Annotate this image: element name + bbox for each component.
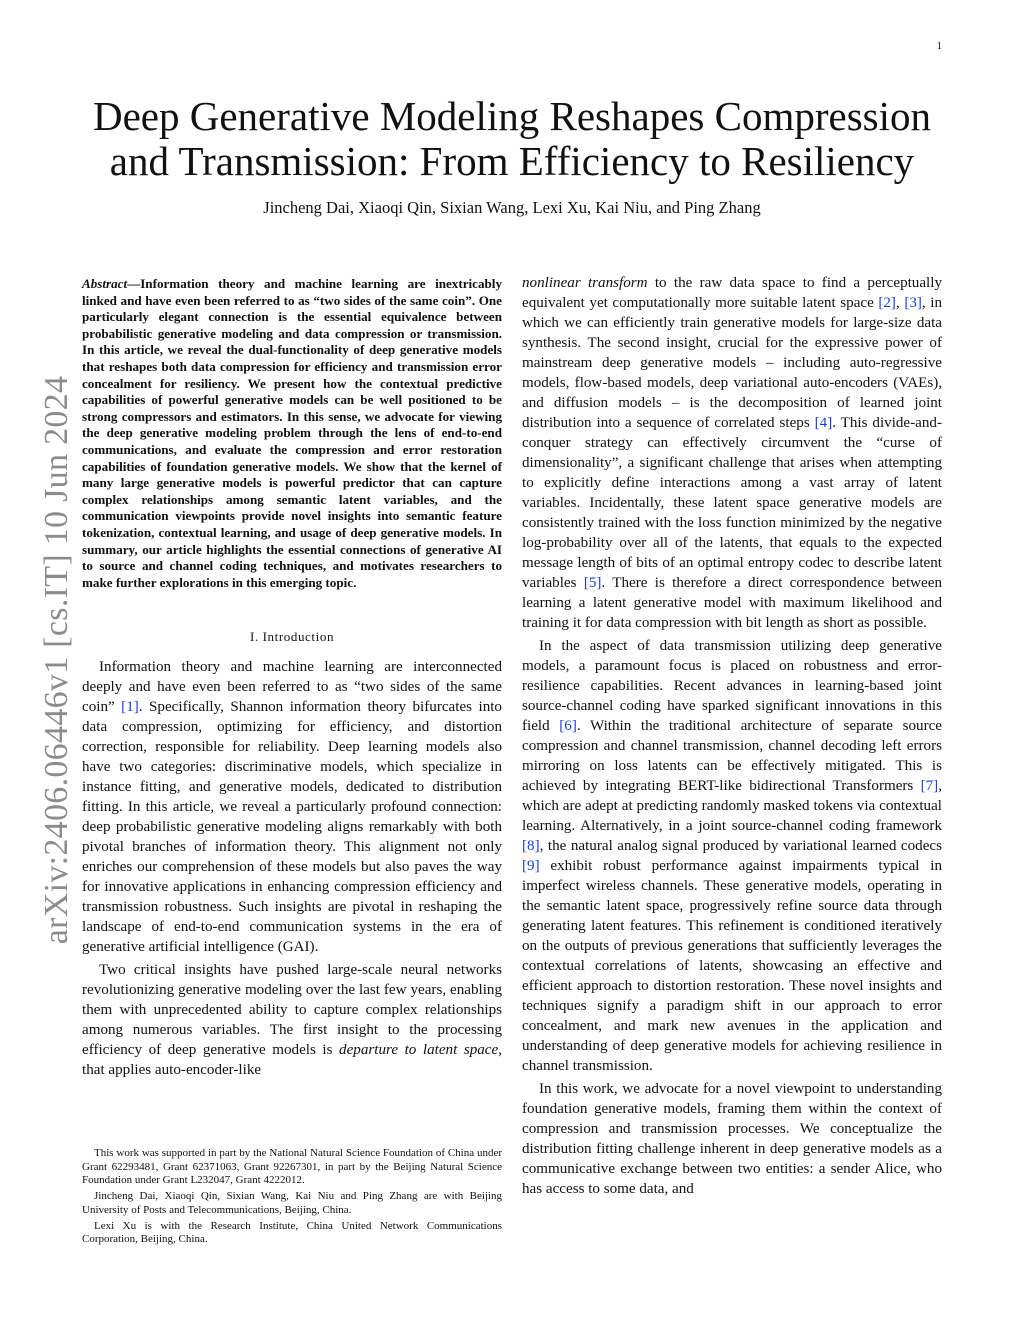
affiliation-footnote: Lexi Xu is with the Research Institute, China United Network Communications Corporation, Beijing, China. [82,1219,502,1246]
emphasis-text: nonlinear transform [522,275,648,291]
title-line-2: and Transmission: From Efficiency to Resiliency [109,138,915,184]
paragraph-text: , in which we can efficiently train generative models for large-size data synthesis. The second insight, crucial for the expressive power of mainstream deep generative models – including auto-regressive models, flow-based models, deep variational auto-encoders (VAEs), and diffusion models – is the decomposition of learned joint distribution into a sequence of correlated steps [522,295,943,431]
citation-link[interactable]: [5] [583,575,602,591]
paragraph-text: In the aspect of data transmission utilizing deep generative models, a paramount focus is placed on robustness and error-resilience capabilities. Recent advances in learning-based joint source-channel coding have sparked significant innovations in this field [522,638,942,734]
abstract-label: Abstract [82,276,128,291]
citation-link[interactable]: [9] [522,858,540,874]
citation-link[interactable]: [8] [522,838,540,854]
paragraph-text: . Specifically, Shannon information theory bifurcates into data compression, optimizing for efficiency, and distortion correction, responsible for reliability. Deep learning models also have two categories: discriminative models, which specialize in instance fitting, and generative models, dedicated to distribution fitting. In this article, we reveal a particularly profound connection: deep probabilistic generative modeling aligns remarkably with both pivotal branches of information theory. This alignment not only enriches our comprehension of these models but also paves the way for innovative applications in enhancing compression efficiency and transmission robustness. Such insights are pivotal in reshaping the landscape of end-to-end communication systems in the era of generative artificial intelligence (GAI). [82,699,502,956]
footnotes [82,1147,502,1249]
section-heading-introduction: I. Introduction [249,629,335,645]
paper-title [80,94,944,184]
paragraph-text: , which are adept at predicting randomly masked tokens via contextual learning. Alternatively, in a joint source-channel coding framework [522,778,942,834]
abstract [82,276,502,591]
intro-paragraph-2 [82,960,502,1080]
affiliation-footnote: Jincheng Dai, Xiaoqi Qin, Sixian Wang, Kai Niu and Ping Zhang are with Beijing University of Posts and Telecommunications, Beijing, China. [82,1190,502,1216]
paragraph-text: , [895,295,905,311]
paragraph-text: . This divide-and-conquer strategy can effectively circumvent the “curse of dimensionality”, a significant challenge that arises when attempting to explicitly define interactions among a vast array of latent variables. Incidentally, these latent space generative models are consistently trained with the loss function minimized by the negative log-probability over all of the latents, that equals to the expected message length of bits of an optimal entropy codec to describe latent variables [522,415,942,591]
funding-footnote: This work was supported in part by the National Natural Science Foundation of China under Grant 62293481, Grant 62371063, Grant 92267301, in part by the Beijing Natural Science Foundation under Grant L232047, Grant 4222012. [82,1147,502,1187]
paragraph-text: , the natural analog signal produced by variational learned codecs [539,838,942,854]
intro-paragraph-1 [82,657,502,957]
citation-link[interactable]: [7] [920,778,939,794]
intro-paragraph-3 [522,636,942,1076]
page-number: 1 [936,40,942,52]
paragraph-text: . Within the traditional architecture of separate source compression and channel transmission, channel decoding left errors mirroring on loss latents can be effectively mitigated. This is achieved by integrating BERT-like bidirectional Transformers [522,718,942,794]
citation-link[interactable]: [3] [904,295,922,311]
title-line-1: Deep Generative Modeling Reshapes Compression [92,93,932,139]
paragraph-text: exhibit robust performance against impairments typical in imperfect wireless channels. These generative models, operating in the semantic latent space, progressively refine source data through generating latent features. This refinement is conditioned iteratively on the outputs of previous generations that sufficiently leverages the contextual correlations of latents, showcasing an effective and efficient approach to distortion restoration. These novel insights and techniques signify a paradigm shift in our approach to error concealment, and mark new avenues in the application and understanding of deep generative models for achieving resilience in channel transmission. [522,858,942,1074]
paragraph-text: Information theory and machine learning are interconnected deeply and have even been referred to as “two sides of the same coin” [82,659,502,716]
arxiv-identifier-stamp: arXiv:2406.06446v1 [cs.IT] 10 Jun 2024 [38,375,75,945]
paragraph-text: to the raw data space to find a perceptually equivalent yet computationally more suitable latent space [522,275,942,311]
paragraph-text: Two critical insights have pushed large-scale neural networks revolutionizing generative modeling over the last few years, enabling them with unprecedented ability to capture complex relationships among numerous variables. The first insight to the processing efficiency of deep generative models is [82,962,502,1059]
citation-link[interactable]: [6] [559,718,577,734]
abstract-text: —Information theory and machine learning are inextricably linked and have even been referred to as “two sides of the same coin”. One particularly elegant connection is the essential equivalence between probabilistic generative modeling and data compression or transmission. In this article, we reveal the dual-functionality of deep generative models that reshapes both data compression for efficiency and transmission error concealment for resiliency. We present how the contextual predictive capabilities of powerful generative models can be well positioned to be strong compressors and estimators. In this sense, we advocate for viewing the deep generative modeling problem through the lens of end-to-end communications, and evaluate the compression and error restoration capabilities of foundation generative models. We show that the kernel of many large generative models is powerful predictor that can capture complex relationships among semantic latent variables, and the communication viewpoints provide novel insights into semantic feature tokenization, contextual learning, and usage of deep generative models. In summary, our article highlights the essential connections of generative AI to source and channel coding techniques, and motivates researchers to make further explorations in this emerging topic. [82,276,502,590]
paragraph-text: . There is therefore a direct correspondence between learning a latent generative model with maximum likelihood and training it for data compression with bit length as short as possible. [522,575,942,631]
citation-link[interactable]: [2] [878,295,896,311]
right-column [522,273,942,1202]
emphasis-text: departure to latent space [339,1042,499,1059]
paragraph-text: , that applies auto-encoder-like [82,1042,502,1079]
citation-link[interactable]: [1] [121,699,139,716]
intro-paragraph-4: In this work, we advocate for a novel viewpoint to understanding foundation generative models, framing them within the context of compression and transmission processes. We conceptualize the distribution fitting challenge inherent in deep generative models as a communicative exchange between two entities: a sender Alice, who has access to some data, and [522,1081,942,1197]
author-list: Jincheng Dai, Xiaoqi Qin, Sixian Wang, Lexi Xu, Kai Niu, and Ping Zhang [263,198,761,217]
citation-link[interactable]: [4] [814,415,833,431]
intro-paragraph-2-continued [522,273,942,633]
left-column [82,276,502,1083]
